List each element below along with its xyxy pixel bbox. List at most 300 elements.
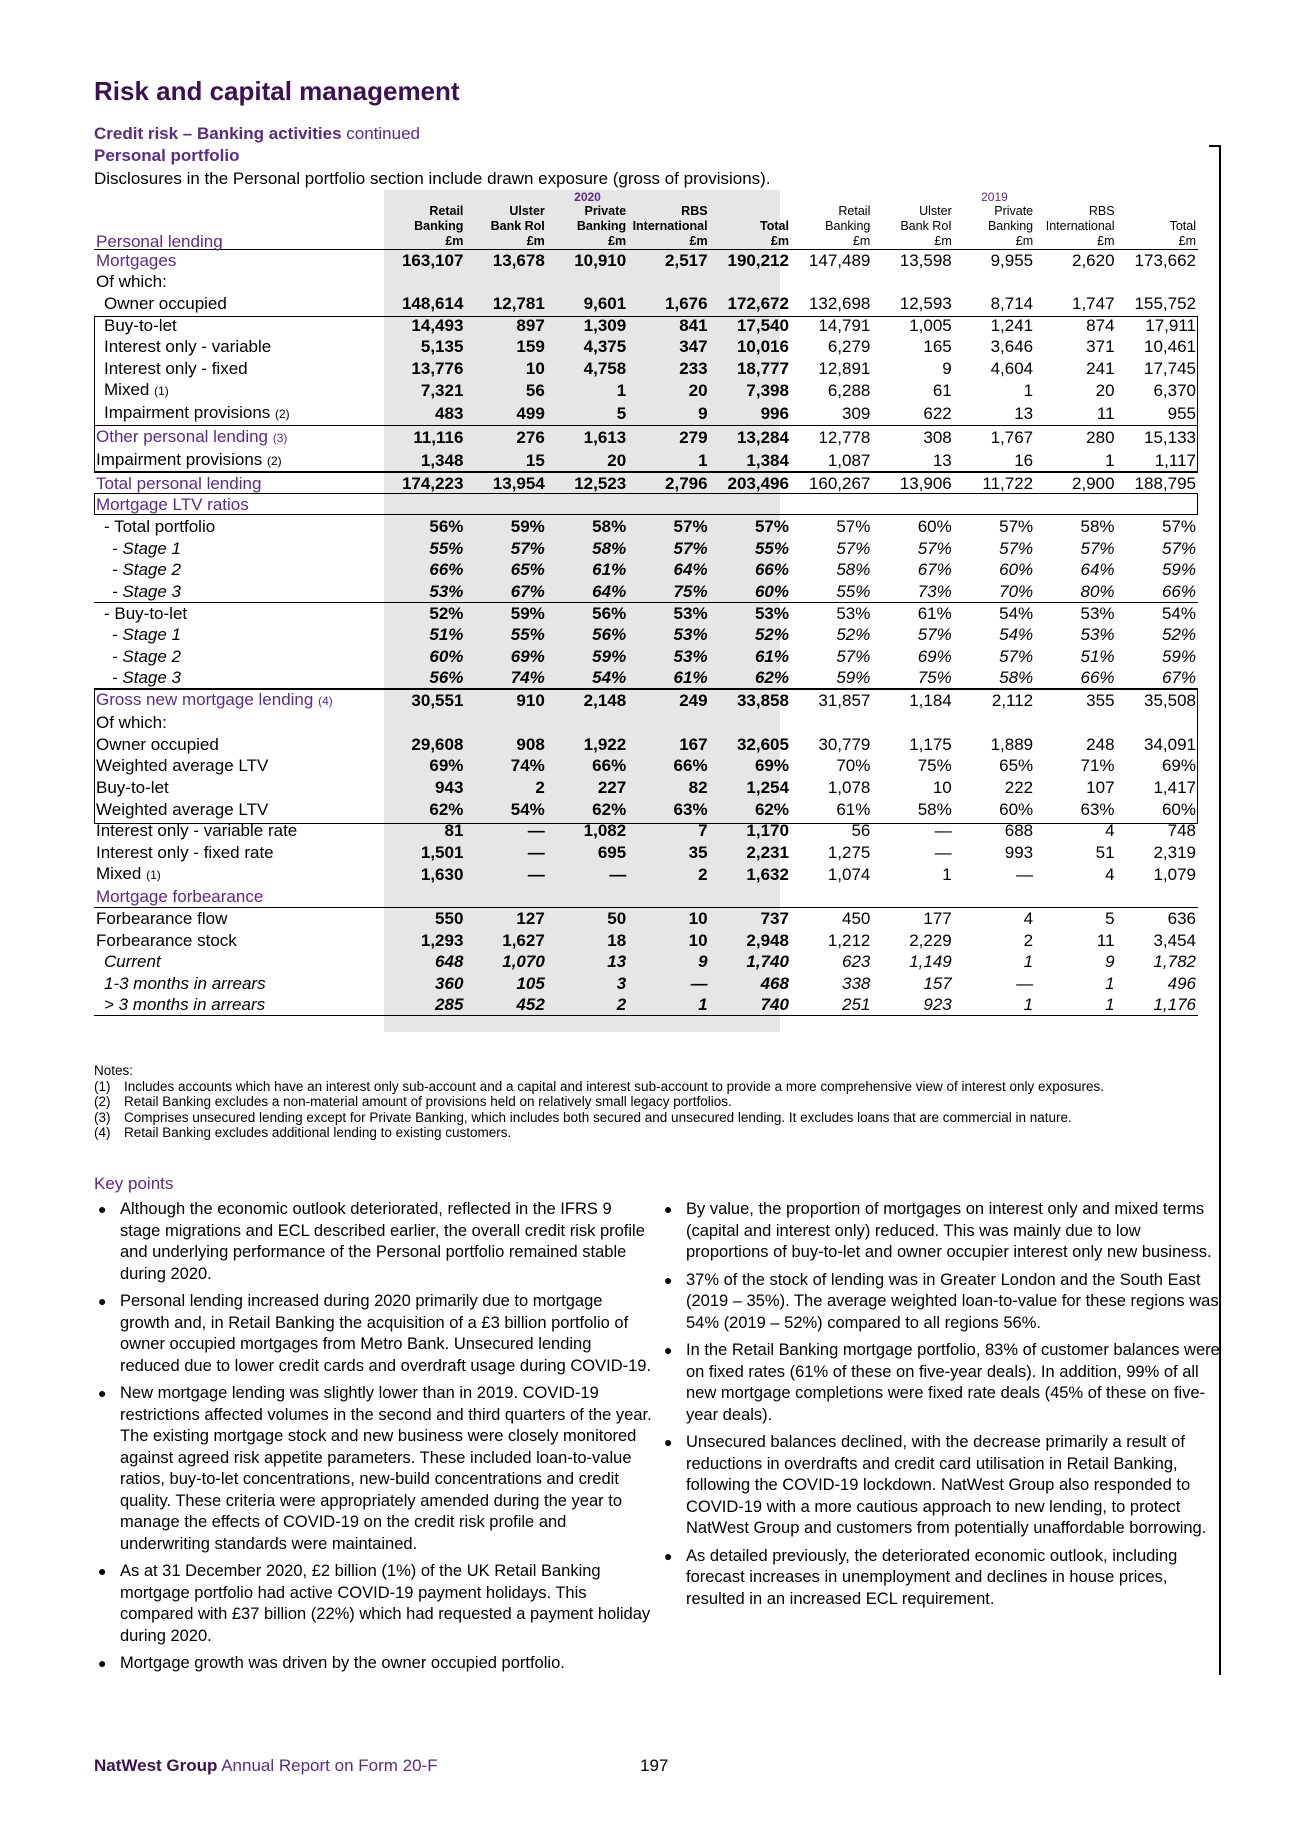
table-cell: 1 xyxy=(628,994,709,1016)
table-cell: 61% xyxy=(836,799,871,819)
row-label-text: Mortgages xyxy=(96,251,177,271)
key-point-item xyxy=(660,1340,1220,1426)
table-cell xyxy=(384,712,465,734)
key-point-text: Unsecured balances declined, with the decrease primarily a result of reductions in overdrafts and credit card utilisation in Retail Banking, following the COVID-19 lockdown. NatWest Group also responded to COVID-19 with a more cautious approach to new lending, to protect NatWest Group and customers from potentially unaffordable borrowing. xyxy=(686,1433,1207,1537)
table-cell: 57% xyxy=(999,538,1034,558)
table-cell: 955 xyxy=(1167,404,1196,424)
row-label-text: Other personal lending xyxy=(96,427,269,447)
table-cell: 1,275 xyxy=(827,842,871,862)
table-cell: 1,889 xyxy=(990,734,1034,754)
bullet-icon: ● xyxy=(98,1655,107,1671)
key-point-item xyxy=(660,1199,1220,1264)
row-label xyxy=(94,863,384,886)
key-point-item xyxy=(94,1291,652,1377)
table-cell: 80% xyxy=(1035,581,1116,603)
table-cell xyxy=(547,886,628,908)
table-cell: 1,293 xyxy=(420,930,464,950)
table-cell: 61 xyxy=(932,381,952,401)
table-cell: 1,767 xyxy=(954,426,1035,450)
table-cell: 165 xyxy=(923,337,952,357)
table-row xyxy=(94,994,1198,1016)
table-cell: 1,309 xyxy=(583,315,627,335)
row-label-text: - Stage 3 xyxy=(112,581,181,601)
row-label-text: Buy-to-let xyxy=(104,315,177,335)
table-cell: 57% xyxy=(1161,538,1196,558)
table-cell: 70% xyxy=(954,581,1035,603)
notes xyxy=(94,1063,1214,1141)
table-cell: 62% xyxy=(592,799,627,819)
column-header: Banking xyxy=(576,219,627,233)
note-text: Includes accounts which have an interest only sub-account and a capital and interest sub-account to provide a more comprehensive view of interest only exposures. xyxy=(124,1078,1105,1094)
note-item xyxy=(94,1125,1214,1141)
table-cell: 53% xyxy=(836,603,871,623)
table-cell: — xyxy=(934,842,952,862)
table-cell: 16 xyxy=(1014,451,1034,471)
table-cell: 1 xyxy=(1023,952,1034,972)
table-cell: 2,796 xyxy=(628,473,709,495)
table-cell: 56% xyxy=(429,517,464,537)
table-cell: 483 xyxy=(435,404,464,424)
bullet-icon: ● xyxy=(664,1201,673,1217)
table-cell xyxy=(1035,271,1116,293)
table-cell: 1,348 xyxy=(420,451,464,471)
table-row xyxy=(94,293,1198,315)
table-cell: 11 xyxy=(1096,930,1115,950)
table-row xyxy=(94,494,1198,516)
table-cell: 64% xyxy=(547,581,628,603)
subtitle-main: Credit risk – Banking activities xyxy=(94,124,342,143)
table-cell: 148,614 xyxy=(401,293,464,313)
column-header xyxy=(710,204,791,219)
table-row xyxy=(94,667,1198,689)
row-label xyxy=(94,712,384,734)
row-label xyxy=(94,559,384,581)
table-cell xyxy=(872,886,953,908)
table-cell xyxy=(791,712,872,734)
table-cell: 54% xyxy=(999,625,1034,645)
column-header: £m xyxy=(1117,234,1198,250)
row-label xyxy=(94,755,384,777)
table-cell: 57% xyxy=(673,517,708,537)
note-text: Retail Banking excludes additional lending to existing customers. xyxy=(124,1125,512,1140)
column-header: £m xyxy=(465,234,546,250)
table-cell: 34,091 xyxy=(1144,734,1196,754)
column-header-row xyxy=(94,219,1198,234)
table-body xyxy=(94,250,1198,1016)
table-cell: 4 xyxy=(1105,865,1115,885)
table-cell: 61% xyxy=(628,667,709,689)
table-cell: 13,954 xyxy=(465,473,546,495)
column-header: £m xyxy=(1035,234,1116,250)
table-cell: 2,517 xyxy=(628,250,709,272)
table-row xyxy=(94,777,1198,799)
table-cell: 75% xyxy=(872,667,953,689)
table-cell xyxy=(384,494,465,516)
table-cell: 15,133 xyxy=(1117,426,1198,450)
table-cell: 174,223 xyxy=(384,473,465,495)
table-cell: 10 xyxy=(525,358,545,378)
table-cell: — xyxy=(527,842,545,862)
table-cell: 496 xyxy=(1167,973,1196,993)
table-cell: 748 xyxy=(1167,821,1196,841)
row-label-text: Forbearance stock xyxy=(96,930,237,950)
table-cell: 13,598 xyxy=(872,250,953,272)
key-point-item xyxy=(660,1270,1220,1335)
table-cell: 60% xyxy=(710,581,791,603)
row-label-text: > 3 months in arrears xyxy=(104,995,266,1015)
table-cell xyxy=(710,712,791,734)
bullet-icon: ● xyxy=(664,1271,673,1288)
table-cell: 147,489 xyxy=(791,250,872,272)
row-label-text: Mixed xyxy=(96,864,142,884)
page-title: Risk and capital management xyxy=(94,76,460,106)
section-subtitle xyxy=(94,124,420,144)
table-cell: 11 xyxy=(1096,404,1115,424)
table-cell xyxy=(1117,494,1198,516)
key-point-text: By value, the proportion of mortgages on interest only and mixed terms (capital and interest only) reduced. This was mainly due to low proportions of buy-to-let and owner occupier interest only new business. xyxy=(686,1200,1212,1261)
table-cell: 58% xyxy=(917,799,952,819)
column-header xyxy=(1117,204,1198,219)
table-cell: 12,781 xyxy=(492,293,545,313)
table-cell xyxy=(547,494,628,516)
table-cell: 1,922 xyxy=(583,734,627,754)
column-header: £m xyxy=(954,234,1035,250)
key-point-item xyxy=(94,1199,652,1285)
table-cell: 1,632 xyxy=(746,865,789,885)
table-cell: 53% xyxy=(673,603,708,623)
table-cell: — xyxy=(1016,865,1034,885)
table-cell: 53% xyxy=(673,625,708,645)
table-row xyxy=(94,559,1198,581)
table-cell xyxy=(1117,271,1198,293)
table-cell: 1,176 xyxy=(1117,994,1198,1016)
table-cell: 737 xyxy=(710,908,791,930)
table-cell: 56% xyxy=(384,667,465,689)
table-cell: 18 xyxy=(607,930,627,950)
table-cell: 163,107 xyxy=(384,250,465,272)
table-cell: 75% xyxy=(917,756,952,776)
note-reference: (2) xyxy=(275,407,290,422)
column-header: Banking xyxy=(414,219,464,233)
table-cell: 57% xyxy=(673,538,708,558)
year-2020: 2020 xyxy=(574,190,601,204)
table-row xyxy=(94,951,1198,973)
table-cell: 177 xyxy=(872,908,953,930)
table-cell: 1,087 xyxy=(827,451,871,471)
row-label-text: Impairment provisions xyxy=(96,450,263,470)
table-row xyxy=(94,449,1198,473)
column-header: £m xyxy=(710,234,791,250)
table-row xyxy=(94,863,1198,886)
table-cell: 63% xyxy=(1080,799,1115,819)
table-cell: 69% xyxy=(510,646,545,666)
table-cell: 66% xyxy=(1117,581,1198,603)
table-cell: 308 xyxy=(872,426,953,450)
table-row xyxy=(94,379,1198,402)
table-cell: 648 xyxy=(435,952,464,972)
row-label xyxy=(94,449,384,473)
page-number: 197 xyxy=(640,1756,669,1775)
table-cell: 56 xyxy=(525,381,545,401)
column-header: Bank RoI xyxy=(900,219,952,233)
table-row xyxy=(94,929,1198,951)
note-text: Comprises unsecured lending except for Private Banking, which includes both secured and unsecured lending. It excludes loans that are commercial in nature. xyxy=(124,1109,1072,1125)
note-key: (3) xyxy=(94,1109,111,1125)
table-cell: 6,288 xyxy=(827,381,871,401)
table-cell: 1 xyxy=(942,865,952,885)
column-header: Retail xyxy=(838,204,871,218)
table-cell: 550 xyxy=(384,908,465,930)
table-cell: 64% xyxy=(1080,560,1115,580)
row-label-text: Mixed xyxy=(104,380,150,400)
table-cell: 59% xyxy=(1161,646,1196,666)
table-cell: 1 xyxy=(954,994,1035,1016)
notes-heading: Notes: xyxy=(94,1063,134,1078)
table-cell: 167 xyxy=(679,734,708,754)
row-label-text: Mortgage forbearance xyxy=(96,887,264,907)
table-cell: 1 xyxy=(1105,973,1115,993)
table-cell xyxy=(547,271,628,293)
year-2019: 2019 xyxy=(981,190,1008,204)
table-cell: 5 xyxy=(1035,908,1116,930)
table-cell xyxy=(384,886,465,908)
table-cell xyxy=(465,494,546,516)
table-cell: 1,501 xyxy=(420,842,464,862)
column-header-row xyxy=(94,204,1198,219)
table-cell: 75% xyxy=(628,581,709,603)
table-cell: 55% xyxy=(429,538,464,558)
table-cell: 248 xyxy=(1086,734,1115,754)
table-cell: 4 xyxy=(954,908,1035,930)
table-cell xyxy=(628,712,709,734)
table-cell: 1 xyxy=(1105,451,1115,471)
key-point-item xyxy=(94,1383,652,1555)
table-row xyxy=(94,250,1198,272)
table-cell: 57% xyxy=(836,646,871,666)
row-label-text: - Stage 1 xyxy=(112,625,181,645)
table-cell: 17,540 xyxy=(736,315,789,335)
row-label-text: Gross new mortgage lending xyxy=(96,690,314,709)
table-cell: 996 xyxy=(760,404,789,424)
bullet-icon: ● xyxy=(98,1201,107,1217)
table-cell: 3,646 xyxy=(990,337,1034,357)
table-cell: 32,605 xyxy=(736,734,789,754)
table-cell: 2,229 xyxy=(909,930,952,950)
table-cell: 10 xyxy=(688,930,708,950)
key-point-text: Personal lending increased during 2020 primarily due to mortgage growth and, in Retail Banking the acquisition of a £3 billion portfolio of owner occupied mortgages from Metro Bank. Unsecured lending reduced due to lower credit cards and overdraft usage during COVID-19. xyxy=(120,1292,652,1375)
table-cell: 1,074 xyxy=(827,865,871,885)
table-cell: 1,747 xyxy=(1071,293,1115,313)
column-header: Retail xyxy=(429,204,464,218)
table-cell: 59% xyxy=(791,667,872,689)
table-cell: 65% xyxy=(999,756,1034,776)
table-cell xyxy=(791,886,872,908)
table-cell: 63% xyxy=(673,799,708,819)
year-spacer xyxy=(94,190,384,204)
table-cell: 9 xyxy=(698,404,708,424)
table-cell: 57% xyxy=(1080,538,1115,558)
row-label-text: Weighted average LTV xyxy=(96,756,269,776)
table-row xyxy=(94,908,1198,930)
table-cell: 58% xyxy=(836,560,871,580)
table-cell: 20 xyxy=(1095,381,1115,401)
table-cell: 127 xyxy=(465,908,546,930)
table-cell: 1,740 xyxy=(746,952,789,972)
table-cell: 1,676 xyxy=(665,293,708,313)
table-cell: — xyxy=(527,821,545,841)
table-cell: 6,370 xyxy=(1153,381,1196,401)
table-row xyxy=(94,755,1198,777)
note-item xyxy=(94,1094,1214,1110)
table-cell: 51% xyxy=(1080,646,1115,666)
table-cell: 249 xyxy=(628,689,709,713)
column-header: £m xyxy=(547,234,628,250)
table-cell: 60% xyxy=(999,799,1034,819)
table-cell: 62% xyxy=(710,667,791,689)
bullet-icon: ● xyxy=(664,1342,673,1358)
row-label-text: Owner occupied xyxy=(104,293,227,313)
table-cell: 56% xyxy=(592,625,627,645)
table-cell: 371 xyxy=(1086,337,1115,357)
table-cell: 52% xyxy=(836,625,871,645)
table-cell: 59% xyxy=(510,603,545,623)
row-label-text: Forbearance flow xyxy=(96,909,228,929)
table-cell: 61% xyxy=(754,646,789,666)
table-cell: 251 xyxy=(791,994,872,1016)
table-cell xyxy=(1035,494,1116,516)
table-cell: 452 xyxy=(465,994,546,1016)
column-header-row xyxy=(94,234,1198,250)
row-label-text: Of which: xyxy=(96,272,167,292)
table-row xyxy=(94,842,1198,864)
table-cell xyxy=(710,271,791,293)
table-cell: 309 xyxy=(841,404,871,424)
row-label xyxy=(94,516,384,538)
row-label-text: Of which: xyxy=(96,713,167,733)
notes-list xyxy=(94,1079,1214,1141)
table-cell: 55% xyxy=(791,581,872,603)
table-cell: 8,714 xyxy=(990,293,1034,313)
table-cell xyxy=(954,271,1035,293)
row-label xyxy=(94,473,384,495)
row-label-text: Impairment provisions xyxy=(104,403,271,423)
table-row xyxy=(94,402,1198,426)
row-label xyxy=(94,271,384,293)
table-cell: 60% xyxy=(917,517,952,537)
table-header xyxy=(94,190,1198,250)
table-cell: 59% xyxy=(510,517,545,537)
table-cell: 4,375 xyxy=(583,337,627,357)
table-cell: 54% xyxy=(510,799,545,819)
table-cell: 1 xyxy=(1035,994,1116,1016)
table-cell: 31,857 xyxy=(791,689,872,713)
table-cell: 17,745 xyxy=(1144,358,1196,378)
table-cell xyxy=(791,271,872,293)
note-reference: (1) xyxy=(154,384,169,399)
column-header: Private xyxy=(994,204,1034,218)
table-cell: 55% xyxy=(754,538,789,558)
note-reference: (2) xyxy=(267,454,282,469)
table-cell: 347 xyxy=(679,337,708,357)
table-cell: 285 xyxy=(384,994,465,1016)
row-label xyxy=(94,734,384,756)
column-header: £m xyxy=(384,234,465,250)
table-cell xyxy=(1117,886,1198,908)
table-row xyxy=(94,581,1198,603)
table-cell: 55% xyxy=(510,625,545,645)
table-cell: 173,662 xyxy=(1117,250,1198,272)
note-reference: (1) xyxy=(146,868,161,883)
table-cell: 468 xyxy=(760,973,789,993)
note-reference: (4) xyxy=(318,694,333,708)
row-label xyxy=(94,777,384,799)
table-cell: 9 xyxy=(698,952,708,972)
table-cell: 13 xyxy=(607,952,627,972)
table-cell: 12,778 xyxy=(791,426,872,450)
table-cell: 1,070 xyxy=(502,952,545,972)
column-header: £m xyxy=(872,234,953,250)
table-cell: 53% xyxy=(754,603,789,623)
key-point-text: New mortgage lending was slightly lower than in 2019. COVID-19 restrictions affected volumes in the second and third quarters of the year. The existing mortgage stock and new business were closely monitored against agreed risk appetite parameters. These included loan-to-value ratios, buy-to-let concentrations, new-build concentrations and credit quality. These criteria were appropriately amended during the year to manage the effects of COVID-19 on the credit risk profile and underwriting standards were maintained. xyxy=(120,1384,652,1553)
table-cell: 279 xyxy=(628,426,709,450)
table-cell: 1,613 xyxy=(547,426,628,450)
table-cell: — xyxy=(527,865,545,885)
table-cell: 2,948 xyxy=(746,930,789,950)
table-cell: 9,601 xyxy=(583,293,627,313)
table-cell: 1 xyxy=(616,381,627,401)
table-row xyxy=(94,973,1198,995)
table-cell: 57% xyxy=(510,538,545,558)
table-cell: 67% xyxy=(1117,667,1198,689)
column-header: £m xyxy=(791,234,872,250)
table-cell: 66% xyxy=(429,560,464,580)
note-reference: (3) xyxy=(272,431,288,446)
column-header: Private xyxy=(584,204,627,218)
table-cell: 73% xyxy=(872,581,953,603)
table-cell: 159 xyxy=(516,337,545,357)
intro-text: Disclosures in the Personal portfolio section include drawn exposure (gross of provisions). xyxy=(94,169,771,188)
table-cell: 688 xyxy=(1004,821,1034,841)
table-cell: 157 xyxy=(923,973,952,993)
table-cell: 10,910 xyxy=(547,250,628,272)
table-cell: 57% xyxy=(836,538,871,558)
table-cell: 338 xyxy=(841,973,871,993)
table-cell: 54% xyxy=(547,667,628,689)
footer-brand: NatWest Group xyxy=(94,1756,218,1775)
table-cell: 1,212 xyxy=(827,930,871,950)
row-label xyxy=(94,336,384,358)
table-cell: 58% xyxy=(592,517,627,537)
year-row xyxy=(94,190,1198,204)
table-cell: 10 xyxy=(932,778,952,798)
table-cell xyxy=(465,271,546,293)
table-cell: 52% xyxy=(429,603,464,623)
table-cell: 2 xyxy=(547,994,628,1016)
table-cell: 222 xyxy=(1004,778,1034,798)
personal-lending-table xyxy=(94,190,1198,1016)
bullet-icon: ● xyxy=(664,1434,673,1450)
table-cell: 9 xyxy=(942,358,952,378)
table-cell: 60% xyxy=(999,560,1034,580)
table-cell: 35 xyxy=(688,842,708,862)
table-cell: 66% xyxy=(592,756,627,776)
table-cell: 62% xyxy=(429,799,464,819)
table-cell: 636 xyxy=(1117,908,1198,930)
key-point-text: As detailed previously, the deteriorated economic outlook, including forecast increases in unemployment and declines in house prices, resulted in an increased ECL requirement. xyxy=(686,1546,1178,1608)
table-cell: 53% xyxy=(1080,603,1115,623)
table-cell: 66% xyxy=(673,756,708,776)
row-label-text: Interest only - fixed xyxy=(104,358,248,378)
